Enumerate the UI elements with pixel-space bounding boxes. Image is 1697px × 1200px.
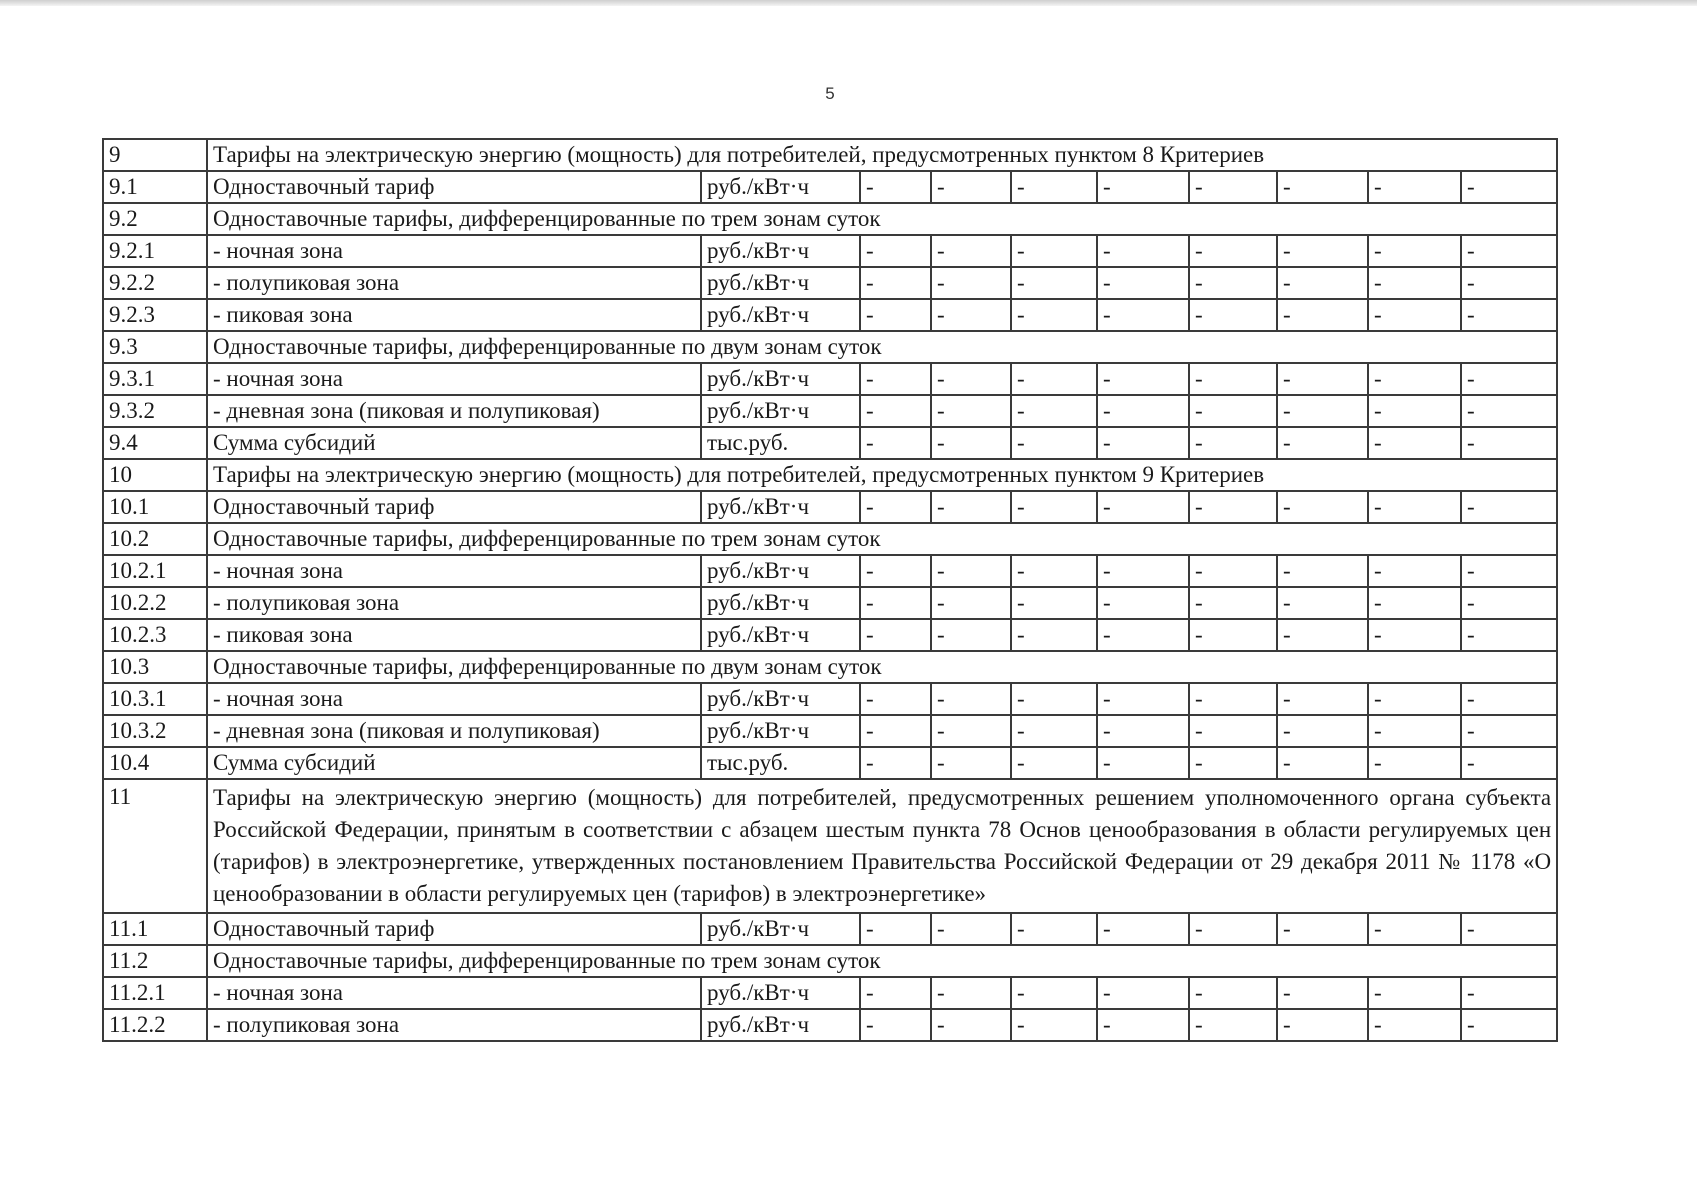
value-cell: -	[1189, 395, 1277, 427]
value-cell: -	[1277, 555, 1368, 587]
value-cell: -	[931, 619, 1011, 651]
value-cell: -	[1368, 267, 1461, 299]
value-cell: -	[1461, 619, 1557, 651]
value-cell: -	[1277, 619, 1368, 651]
value-cell: -	[1461, 427, 1557, 459]
row-unit: руб./кВт·ч	[701, 171, 860, 203]
value-cell: -	[1189, 977, 1277, 1009]
value-cell: -	[931, 491, 1011, 523]
row-label: - ночная зона	[207, 363, 701, 395]
value-cell: -	[1461, 299, 1557, 331]
row-number: 9.2.3	[103, 299, 207, 331]
value-cell: -	[1277, 747, 1368, 779]
section-row	[103, 523, 1557, 555]
section-row	[103, 779, 1557, 913]
row-label: - пиковая зона	[207, 299, 701, 331]
value-cell: -	[1461, 683, 1557, 715]
value-cell: -	[931, 395, 1011, 427]
row-label: Одноставочный тариф	[207, 171, 701, 203]
value-cell: -	[1277, 267, 1368, 299]
value-cell: -	[1461, 491, 1557, 523]
section-row	[103, 139, 1557, 171]
value-cell: -	[860, 363, 931, 395]
tariffs-table	[102, 138, 1558, 1042]
value-cell: -	[931, 1009, 1011, 1041]
value-cell: -	[1368, 619, 1461, 651]
row-number: 10.2.1	[103, 555, 207, 587]
value-cell: -	[860, 491, 931, 523]
row-unit: руб./кВт·ч	[701, 715, 860, 747]
value-cell: -	[1011, 747, 1097, 779]
value-cell: -	[1097, 619, 1189, 651]
section-row	[103, 651, 1557, 683]
value-cell: -	[1368, 747, 1461, 779]
value-cell: -	[1097, 267, 1189, 299]
value-cell: -	[1461, 363, 1557, 395]
value-cell: -	[1277, 587, 1368, 619]
value-cell: -	[1461, 587, 1557, 619]
value-cell: -	[1277, 363, 1368, 395]
value-cell: -	[860, 683, 931, 715]
table-row	[103, 715, 1557, 747]
row-label: - дневная зона (пиковая и полупиковая)	[207, 395, 701, 427]
row-unit: руб./кВт·ч	[701, 299, 860, 331]
value-cell: -	[1189, 683, 1277, 715]
value-cell: -	[1097, 913, 1189, 945]
value-cell: -	[860, 395, 931, 427]
value-cell: -	[1097, 555, 1189, 587]
value-cell: -	[1368, 299, 1461, 331]
value-cell: -	[1368, 427, 1461, 459]
table-row	[103, 235, 1557, 267]
value-cell: -	[931, 171, 1011, 203]
row-label: Одноставочный тариф	[207, 491, 701, 523]
row-unit: тыс.руб.	[701, 427, 860, 459]
value-cell: -	[1189, 1009, 1277, 1041]
row-number: 9.1	[103, 171, 207, 203]
row-label: Сумма субсидий	[207, 427, 701, 459]
value-cell: -	[1189, 427, 1277, 459]
value-cell: -	[1368, 363, 1461, 395]
value-cell: -	[1277, 913, 1368, 945]
value-cell: -	[1461, 267, 1557, 299]
row-number: 11	[103, 779, 207, 913]
value-cell: -	[1097, 747, 1189, 779]
table-row	[103, 1009, 1557, 1041]
section-row	[103, 203, 1557, 235]
value-cell: -	[860, 299, 931, 331]
value-cell: -	[1461, 555, 1557, 587]
row-number: 9.2.1	[103, 235, 207, 267]
value-cell: -	[1011, 395, 1097, 427]
table-row	[103, 555, 1557, 587]
value-cell: -	[1097, 363, 1189, 395]
section-title: Одноставочные тарифы, дифференцированные по двум зонам суток	[207, 651, 1557, 683]
row-number: 9	[103, 139, 207, 171]
section-title: Одноставочные тарифы, дифференцированные по двум зонам суток	[207, 331, 1557, 363]
value-cell: -	[1461, 913, 1557, 945]
value-cell: -	[1097, 683, 1189, 715]
value-cell: -	[1189, 619, 1277, 651]
value-cell: -	[1368, 587, 1461, 619]
value-cell: -	[1368, 395, 1461, 427]
value-cell: -	[860, 587, 931, 619]
value-cell: -	[931, 747, 1011, 779]
value-cell: -	[1097, 171, 1189, 203]
page-number: 5	[825, 84, 835, 103]
value-cell: -	[860, 555, 931, 587]
value-cell: -	[1461, 747, 1557, 779]
value-cell: -	[1189, 235, 1277, 267]
value-cell: -	[1011, 977, 1097, 1009]
value-cell: -	[1461, 1009, 1557, 1041]
row-unit: руб./кВт·ч	[701, 977, 860, 1009]
row-label: - полупиковая зона	[207, 587, 701, 619]
value-cell: -	[1189, 913, 1277, 945]
value-cell: -	[1277, 171, 1368, 203]
value-cell: -	[1011, 171, 1097, 203]
value-cell: -	[1277, 715, 1368, 747]
table-row	[103, 587, 1557, 619]
value-cell: -	[1461, 235, 1557, 267]
row-number: 10.1	[103, 491, 207, 523]
value-cell: -	[860, 747, 931, 779]
value-cell: -	[1189, 363, 1277, 395]
table-row	[103, 747, 1557, 779]
value-cell: -	[1189, 491, 1277, 523]
value-cell: -	[860, 977, 931, 1009]
table-row	[103, 491, 1557, 523]
value-cell: -	[1011, 363, 1097, 395]
table-row	[103, 619, 1557, 651]
value-cell: -	[1097, 395, 1189, 427]
value-cell: -	[1097, 427, 1189, 459]
row-label: - дневная зона (пиковая и полупиковая)	[207, 715, 701, 747]
value-cell: -	[1368, 913, 1461, 945]
value-cell: -	[1097, 491, 1189, 523]
value-cell: -	[931, 299, 1011, 331]
row-number: 10.2	[103, 523, 207, 555]
scan-top-edge	[0, 0, 1697, 6]
row-unit: руб./кВт·ч	[701, 683, 860, 715]
value-cell: -	[1277, 491, 1368, 523]
value-cell: -	[1277, 977, 1368, 1009]
row-number: 9.2	[103, 203, 207, 235]
value-cell: -	[1461, 715, 1557, 747]
row-unit: руб./кВт·ч	[701, 555, 860, 587]
row-unit: руб./кВт·ч	[701, 619, 860, 651]
row-number: 11.1	[103, 913, 207, 945]
value-cell: -	[1368, 171, 1461, 203]
row-number: 10.3.2	[103, 715, 207, 747]
value-cell: -	[931, 267, 1011, 299]
section-row	[103, 459, 1557, 491]
table-row	[103, 299, 1557, 331]
row-label: - ночная зона	[207, 235, 701, 267]
value-cell: -	[931, 587, 1011, 619]
value-cell: -	[1097, 1009, 1189, 1041]
value-cell: -	[1011, 913, 1097, 945]
value-cell: -	[1277, 427, 1368, 459]
value-cell: -	[1189, 587, 1277, 619]
row-label: Одноставочный тариф	[207, 913, 701, 945]
row-number: 10.2.3	[103, 619, 207, 651]
row-unit: руб./кВт·ч	[701, 363, 860, 395]
section-row	[103, 331, 1557, 363]
value-cell: -	[1011, 683, 1097, 715]
value-cell: -	[931, 427, 1011, 459]
value-cell: -	[1097, 299, 1189, 331]
row-unit: руб./кВт·ч	[701, 267, 860, 299]
value-cell: -	[1011, 1009, 1097, 1041]
row-number: 11.2.1	[103, 977, 207, 1009]
value-cell: -	[1277, 299, 1368, 331]
value-cell: -	[1368, 1009, 1461, 1041]
value-cell: -	[1011, 299, 1097, 331]
value-cell: -	[1189, 267, 1277, 299]
row-label: - ночная зона	[207, 977, 701, 1009]
section-row	[103, 945, 1557, 977]
value-cell: -	[931, 913, 1011, 945]
table-row	[103, 427, 1557, 459]
value-cell: -	[931, 683, 1011, 715]
row-number: 10.2.2	[103, 587, 207, 619]
value-cell: -	[1189, 299, 1277, 331]
value-cell: -	[1277, 1009, 1368, 1041]
row-label: Сумма субсидий	[207, 747, 701, 779]
value-cell: -	[1011, 555, 1097, 587]
value-cell: -	[1277, 683, 1368, 715]
section-title: Тарифы на электрическую энергию (мощность) для потребителей, предусмотренных пунктом 9 Критериев	[207, 459, 1557, 491]
value-cell: -	[1097, 235, 1189, 267]
value-cell: -	[1189, 747, 1277, 779]
table-row	[103, 913, 1557, 945]
value-cell: -	[1011, 267, 1097, 299]
value-cell: -	[860, 427, 931, 459]
value-cell: -	[1011, 619, 1097, 651]
row-number: 10.3.1	[103, 683, 207, 715]
value-cell: -	[1461, 395, 1557, 427]
table-row	[103, 395, 1557, 427]
row-number: 9.3.2	[103, 395, 207, 427]
table-row	[103, 363, 1557, 395]
row-number: 11.2	[103, 945, 207, 977]
value-cell: -	[1011, 491, 1097, 523]
row-label: - пиковая зона	[207, 619, 701, 651]
table-row	[103, 683, 1557, 715]
value-cell: -	[1277, 235, 1368, 267]
row-number: 9.2.2	[103, 267, 207, 299]
section-title: Одноставочные тарифы, дифференцированные по трем зонам суток	[207, 945, 1557, 977]
table-row	[103, 267, 1557, 299]
row-number: 10.4	[103, 747, 207, 779]
value-cell: -	[860, 171, 931, 203]
value-cell: -	[1011, 235, 1097, 267]
value-cell: -	[860, 619, 931, 651]
value-cell: -	[1277, 395, 1368, 427]
row-number: 9.3.1	[103, 363, 207, 395]
value-cell: -	[1097, 977, 1189, 1009]
row-label: - ночная зона	[207, 555, 701, 587]
section-title: Одноставочные тарифы, дифференцированные по трем зонам суток	[207, 203, 1557, 235]
value-cell: -	[1189, 171, 1277, 203]
row-number: 11.2.2	[103, 1009, 207, 1041]
value-cell: -	[931, 977, 1011, 1009]
value-cell: -	[1461, 171, 1557, 203]
row-unit: руб./кВт·ч	[701, 395, 860, 427]
value-cell: -	[1368, 977, 1461, 1009]
section-title: Одноставочные тарифы, дифференцированные по трем зонам суток	[207, 523, 1557, 555]
value-cell: -	[1368, 555, 1461, 587]
value-cell: -	[931, 235, 1011, 267]
value-cell: -	[1011, 587, 1097, 619]
value-cell: -	[931, 555, 1011, 587]
row-number: 10	[103, 459, 207, 491]
row-unit: руб./кВт·ч	[701, 491, 860, 523]
section-title: Тарифы на электрическую энергию (мощность) для потребителей, предусмотренных решением уполномоченного органа субъекта Российской Федерации, принятым в соответствии с абзацем шестым пункта 78 Основ ценообразования в области регулируемых цен (тарифов) в электроэнергетике, утвержденных постановлением Правительства Российской Федерации от 29 декабря 2011 № 1178 «О ценообразовании в области регулируемых цен (тарифов) в электроэнергетике»	[207, 779, 1557, 913]
value-cell: -	[1368, 491, 1461, 523]
row-number: 10.3	[103, 651, 207, 683]
row-unit: руб./кВт·ч	[701, 1009, 860, 1041]
row-unit: тыс.руб.	[701, 747, 860, 779]
row-label: - полупиковая зона	[207, 1009, 701, 1041]
value-cell: -	[1011, 715, 1097, 747]
value-cell: -	[931, 715, 1011, 747]
row-label: - ночная зона	[207, 683, 701, 715]
value-cell: -	[1011, 427, 1097, 459]
row-unit: руб./кВт·ч	[701, 235, 860, 267]
row-number: 9.3	[103, 331, 207, 363]
value-cell: -	[1368, 235, 1461, 267]
section-title: Тарифы на электрическую энергию (мощность) для потребителей, предусмотренных пунктом 8 Критериев	[207, 139, 1557, 171]
value-cell: -	[860, 913, 931, 945]
value-cell: -	[860, 715, 931, 747]
table-row	[103, 171, 1557, 203]
value-cell: -	[1368, 715, 1461, 747]
table-row	[103, 977, 1557, 1009]
value-cell: -	[931, 363, 1011, 395]
row-number: 9.4	[103, 427, 207, 459]
value-cell: -	[1189, 555, 1277, 587]
value-cell: -	[1368, 683, 1461, 715]
value-cell: -	[1097, 587, 1189, 619]
value-cell: -	[860, 235, 931, 267]
value-cell: -	[1097, 715, 1189, 747]
value-cell: -	[860, 1009, 931, 1041]
row-label: - полупиковая зона	[207, 267, 701, 299]
value-cell: -	[860, 267, 931, 299]
row-unit: руб./кВт·ч	[701, 587, 860, 619]
value-cell: -	[1189, 715, 1277, 747]
tariffs-table-body	[103, 139, 1557, 1041]
value-cell: -	[1461, 977, 1557, 1009]
row-unit: руб./кВт·ч	[701, 913, 860, 945]
